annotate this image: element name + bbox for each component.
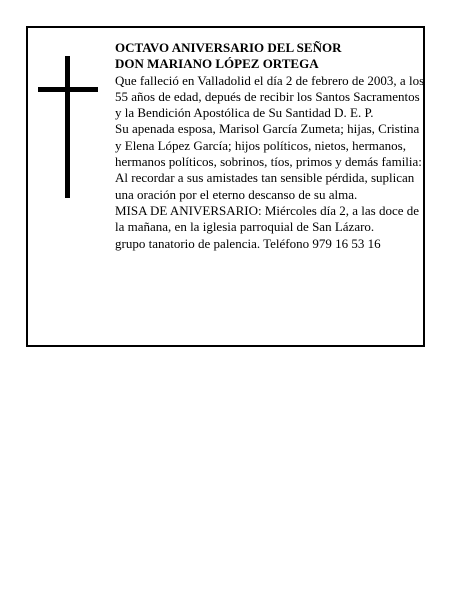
prayer-request-paragraph: Al recordar a sus amistades tan sensible pérdida, suplican una oración por el eterno descanso de su alma.	[115, 170, 415, 202]
cross-vertical-bar	[65, 56, 70, 198]
latin-cross-icon	[38, 56, 98, 198]
funeral-home-contact: grupo tanatorio de palencia. Teléfono 979 16 53 16	[115, 235, 381, 251]
notice-title-line-1: OCTAVO ANIVERSARIO DEL SEÑOR	[115, 40, 342, 55]
death-details-paragraph: Que falleció en Valladolid el día 2 de febrero de 2003, a los 55 años de edad, depués de recibir los Santos Sacramentos y la Bendición Apostólica de Su Santidad D. E. P.	[115, 72, 425, 121]
family-paragraph: Su apenada esposa, Marisol García Zumeta; hijas, Cristina y Elena López García; hijos políticos, nietos, hermanos, hermanos políticos, sobrinos, tíos, primos y demás familia:	[115, 121, 422, 170]
notice-text	[115, 40, 427, 252]
cross-horizontal-bar	[38, 87, 98, 92]
obituary-notice	[26, 26, 425, 347]
mass-details-paragraph: MISA DE ANIVERSARIO: Miércoles día 2, a las doce de la mañana, en la iglesia parroquial de San Lázaro.	[115, 202, 420, 235]
notice-title-line-2: DON MARIANO LÓPEZ ORTEGA	[115, 56, 319, 72]
